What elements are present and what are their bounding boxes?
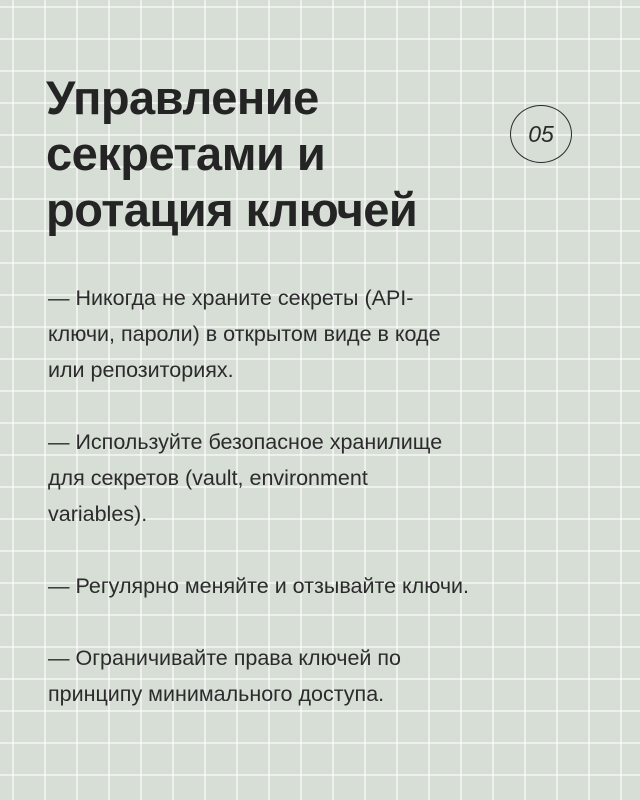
tip-line: ключи, пароли) в открытом виде в коде [48, 322, 441, 346]
title-line: секретами и [46, 127, 326, 180]
tip-line: или репозиториях. [48, 358, 234, 382]
tip-item [48, 280, 608, 388]
tip-item [48, 568, 608, 604]
tip-line: для секретов (vault, environment [48, 466, 368, 490]
tip-item [48, 640, 608, 712]
slide-number-badge [510, 105, 572, 163]
slide-number: 05 [528, 120, 554, 147]
tip-line: — Ограничивайте права ключей по [48, 646, 401, 670]
tip-item [48, 424, 608, 532]
slide-title [46, 70, 486, 238]
tip-line: variables). [48, 502, 148, 526]
tip-line: принципу минимального доступа. [48, 682, 385, 706]
tips-list [48, 280, 608, 712]
title-line: Управление [46, 71, 319, 124]
tip-line: — Используйте безопасное хранилище [48, 430, 443, 454]
tip-line: — Регулярно меняйте и отзывайте ключи. [48, 574, 470, 598]
tip-line: — Никогда не храните секреты (API- [48, 286, 414, 310]
title-line: ротация ключей [46, 183, 418, 236]
